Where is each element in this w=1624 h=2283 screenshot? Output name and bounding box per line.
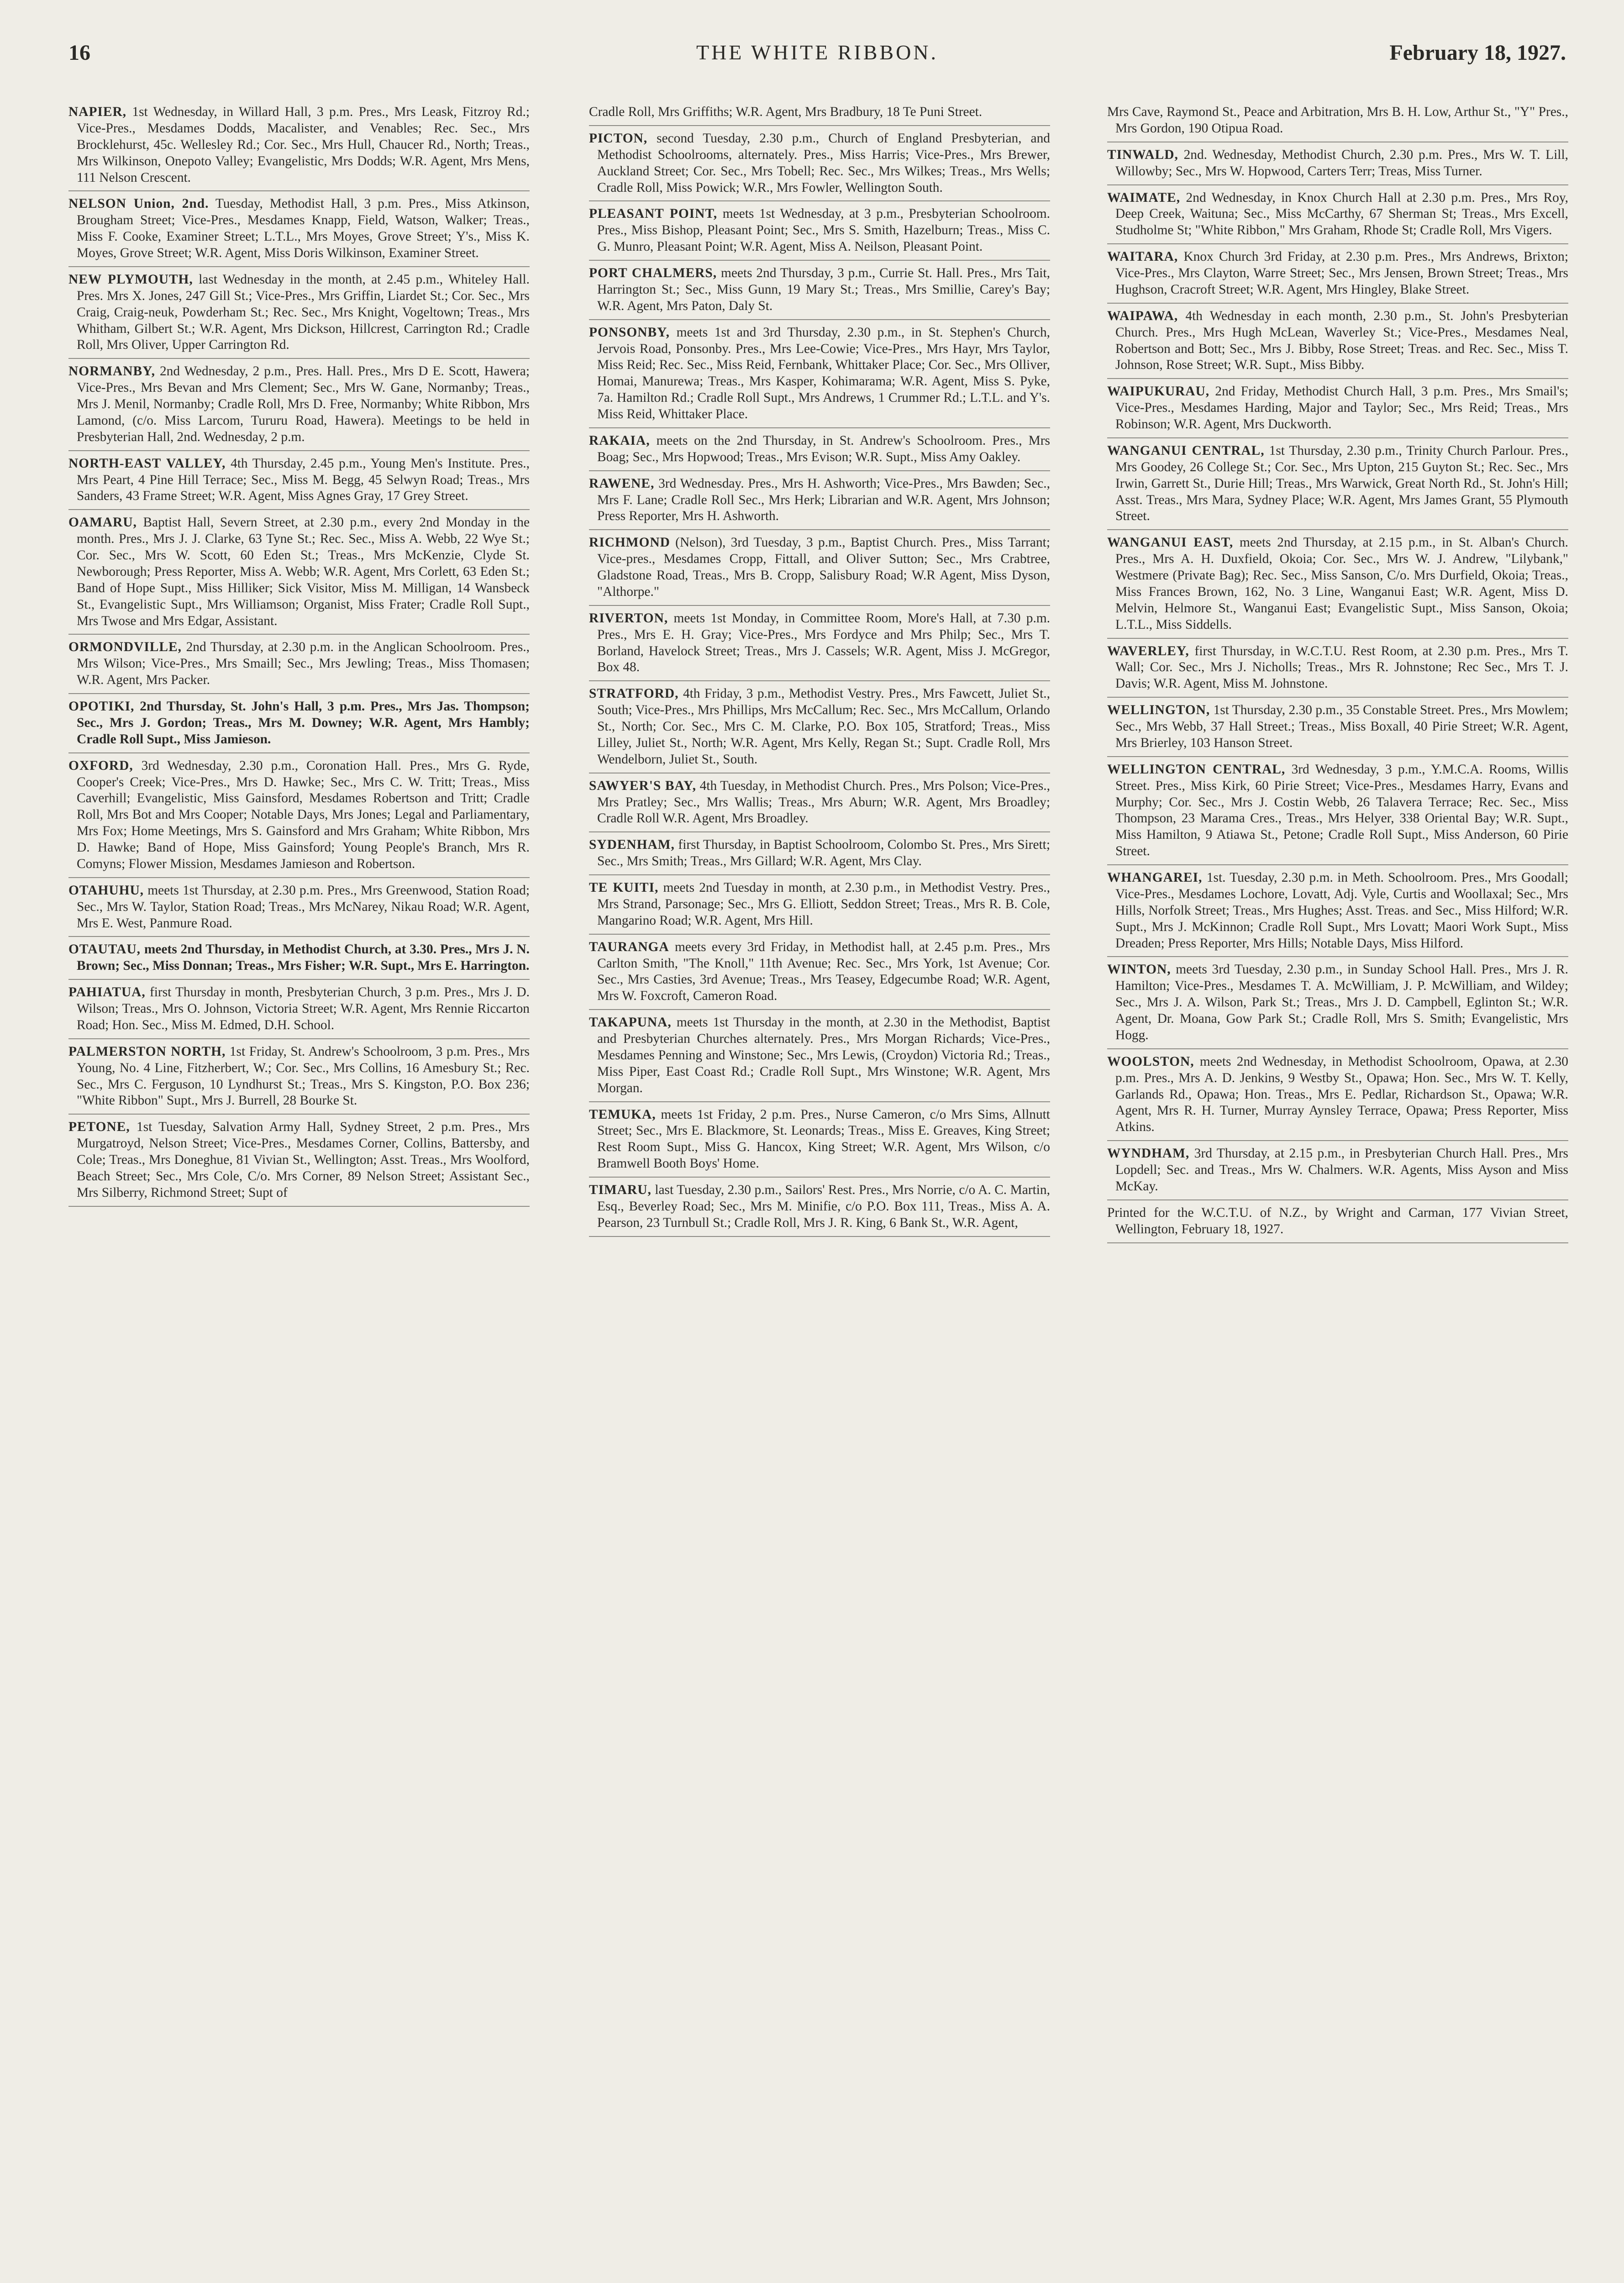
- branch-listing: [68, 272, 530, 359]
- branch-details: Cradle Roll, Mrs Griffiths; W.R. Agent, Mrs Bradbury, 18 Te Puni Street.: [589, 105, 983, 119]
- branch-details: meets 2nd Thursday, at 2.15 p.m., in St. Alban's Church. Pres., Mrs A. H. Duxfield, Okoia; Cor. Sec., Mrs W. J. Andrew, "Lilybank," Westmere (Private Bag); Rec. Sec., Miss Sanson, C/o. Mrs Durfield, Okoia; Treas., Miss Frances Brown, 162, No. 3 Line, Wanganui East; W.R. Agent, Miss D. Melvin, Helmore St., Wanganui East; Evangelistic Supt., Miss Sanson, Okoia; L.T.L., Miss Siddells.: [1115, 535, 1568, 632]
- branch-listing: [589, 880, 1050, 935]
- branch-name: TEMUKA,: [589, 1107, 656, 1122]
- branch-name: WELLINGTON,: [1107, 703, 1210, 718]
- branch-listing: [589, 265, 1050, 320]
- branch-details: 2nd Wednesday, in Knox Church Hall at 2.30 p.m. Pres., Mrs Roy, Deep Creek, Waituna; Sec., Miss McCarthy, 67 Sherman St; Treas., Mrs Excell, Studholme St; "White Ribbon," Mrs Graham, Rhode St; Cradle Roll, Mrs Vigers.: [1115, 190, 1568, 238]
- branch-listing: [589, 131, 1050, 202]
- branch-name: WANGANUI CENTRAL,: [1107, 443, 1265, 458]
- branch-details: 1st Wednesday, in Willard Hall, 3 p.m. Pres., Mrs Leask, Fitzroy Rd.; Vice-Pres., Mesdames Dodds, Macalister, and Venables; Rec. Sec., Mrs Brocklehurst, 45c. Wellesley Rd.; Cor. Sec., Mrs Hull, Chaucer Rd., North; Treas., Mrs Wilkinson, Onepoto Valley; Evangelistic, Mrs Dodds; W.R. Agent, Mrs Mens, 111 Nelson Crescent.: [77, 105, 530, 185]
- branch-name: PAHIATUA,: [68, 985, 146, 1000]
- branch-name: NEW PLYMOUTH,: [68, 272, 193, 287]
- branch-name: TE KUITI,: [589, 880, 659, 895]
- branch-listing: [589, 778, 1050, 833]
- branch-listing: [589, 610, 1050, 682]
- branch-name: PETONE,: [68, 1120, 130, 1135]
- branch-listing: [1107, 535, 1568, 638]
- branch-details: last Wednesday in the month, at 2.45 p.m., Whiteley Hall. Pres. Mrs X. Jones, 247 Gill St.; Vice-Pres., Mrs Griffin, Liardet St.; Cor. Sec., Mrs Craig, Craig-neuk, Powderham St.; Rec. Sec., Mrs Knight, Vogeltown; Treas., Mrs Whitham, Gilbert St.; W.R. Agent, Mrs Dickson, Hillcrest, Carrington Rd.; Cradle Roll, Mrs Oliver, Upper Carrington Rd.: [77, 272, 530, 352]
- branch-details: meets 2nd Wednesday, in Methodist Schoolroom, Opawa, at 2.30 p.m. Pres., Mrs A. D. Jenkins, 9 Westby St., Opawa; Hon. Sec., Mrs W. T. Kelly, Garlands Rd., Opawa; Hon. Treas., Mrs E. Pedlar, Richardson St., Opawa; W.R. Agent, Mrs R. H. Turner, Murray Aynsley Terrace, Opawa; Press Reporter, Miss Atkins.: [1115, 1054, 1568, 1135]
- branch-listing: [1107, 870, 1568, 957]
- branch-details: meets 1st Thursday in the month, at 2.30 in the Methodist, Baptist and Presbyterian Churches alternately. Pres., Mrs Morgan Richards; Vice-Pres., Mesdames Penning and Winstone; Sec., Mrs Lewis, (Croydon) Victoria Rd.; Treas., Miss Piper, East Coast Rd.; Cradle Roll Supt., Mrs Winstone; W.R. Agent, Mrs Morgan.: [597, 1015, 1050, 1095]
- branch-name: WAIPUKURAU,: [1107, 384, 1210, 399]
- branch-listing: [68, 984, 530, 1039]
- branch-name: TAKAPUNA,: [589, 1015, 672, 1030]
- branch-name: OXFORD,: [68, 758, 133, 773]
- branch-name: STRATFORD,: [589, 686, 679, 701]
- branch-details: 3rd Thursday, at 2.15 p.m., in Presbyterian Church Hall. Pres., Mrs Lopdell; Sec. and Treas., Mrs W. Chalmers. W.R. Agents, Miss Ayson and Miss McKay.: [1115, 1146, 1568, 1194]
- branch-listing: [1107, 147, 1568, 185]
- branch-listing: [68, 515, 530, 635]
- branch-listing: [1107, 443, 1568, 530]
- branch-details: meets on the 2nd Thursday, in St. Andrew's Schoolroom. Pres., Mrs Boag; Sec., Mrs Hopwood; Treas., Mrs Evison; W.R. Supt., Miss Amy Oakley.: [597, 433, 1050, 464]
- branch-listing: [1107, 1146, 1568, 1200]
- branch-name: NORMANBY,: [68, 364, 155, 379]
- branch-listing: [1107, 249, 1568, 304]
- branch-listing: [589, 104, 1050, 126]
- branch-listing: [589, 837, 1050, 875]
- branch-listing: [68, 699, 530, 753]
- branch-details: 3rd Wednesday, 2.30 p.m., Coronation Hall. Pres., Mrs G. Ryde, Cooper's Creek; Vice-Pres., Mrs D. Hawke; Sec., Mrs C. W. Tritt; Treas., Miss Caverhill; Evangelistic, Miss Gainsford, Mesdames Robertson and Tritt; Cradle Roll, Mrs Bot and Mrs Cooper; Notable Days, Mrs Jones; Legal and Parliamentary, Mrs Fox; Home Meetings, Mrs S. Gainsford and Mrs Graham; White Ribbon, Mrs D. Hawke; Band of Hope, Miss Gainsford; Young People's Branch, Mrs R. Comyns; Flower Mission, Mesdames Jamieson and Robertson.: [77, 758, 530, 871]
- branch-details: Printed for the W.C.T.U. of N.Z., by Wright and Carman, 177 Vivian Street, Wellington, February 18, 1927.: [1107, 1205, 1568, 1236]
- branch-name: PLEASANT POINT,: [589, 206, 718, 221]
- issue-date: February 18, 1927.: [1389, 41, 1566, 65]
- branch-name: RAKAIA,: [589, 433, 650, 448]
- branch-name: TAURANGA: [589, 939, 669, 954]
- branch-details: 2nd Friday, Methodist Church Hall, 3 p.m. Pres., Mrs Smail's; Vice-Pres., Mesdames Harding, Major and Taylor; Sec., Mrs Reid; Treas., Mrs Robinson; W.R. Agent, Mrs Duckworth.: [1115, 384, 1568, 431]
- branch-listing: [68, 1044, 530, 1115]
- branch-listing: [1107, 762, 1568, 865]
- branch-details: meets 1st Monday, in Committee Room, More's Hall, at 7.30 p.m. Pres., Mrs E. H. Gray; Vice-Pres., Mrs Fordyce and Mrs Philp; Sec., Mrs T. Borland, Havelock Street; Treas., Mrs J. Cassels; W.R. Agent, Miss J. McGregor, Box 48.: [597, 610, 1050, 675]
- branch-details: meets 1st Thursday, at 2.30 p.m. Pres., Mrs Greenwood, Station Road; Sec., Mrs W. Taylor, Station Road; Treas., Mrs McNarey, Nikau Road; W.R. Agent, Mrs E. West, Panmure Road.: [77, 883, 530, 931]
- branch-name: NELSON Union, 2nd.: [68, 196, 209, 211]
- branch-details: meets 2nd Thursday, in Methodist Church, at 3.30. Pres., Mrs J. N. Brown; Sec., Miss Donnan; Treas., Mrs Fisher; W.R. Supt., Mrs E. Harrington.: [77, 942, 530, 973]
- branch-listing: [589, 535, 1050, 606]
- branch-name: SAWYER'S BAY,: [589, 778, 696, 793]
- branch-name: RIVERTON,: [589, 610, 668, 626]
- branch-listing: [68, 758, 530, 878]
- branch-details: meets 3rd Tuesday, 2.30 p.m., in Sunday School Hall. Pres., Mrs J. R. Hamilton; Vice-Pres., Mesdames T. A. McWilliam, J. P. McWilliam, and Wildey; Sec., Mrs J. A. Wilson, Park St.; Treas., Mrs J. D. Campbell, Eglinton St.; W.R. Agent, Dr. Moana, Gow Park St.; Cradle Roll, Mrs S. Smith; Evangelistic, Mrs Hogg.: [1115, 962, 1568, 1042]
- branch-details: first Thursday, in Baptist Schoolroom, Colombo St. Pres., Mrs Sirett; Sec., Mrs Smith; Treas., Mrs Gillard; W.R. Agent, Mrs Clay.: [597, 837, 1050, 869]
- branch-listing: [589, 1107, 1050, 1178]
- branch-name: WAVERLEY,: [1107, 643, 1189, 658]
- branch-details: 2nd Thursday, St. John's Hall, 3 p.m. Pres., Mrs Jas. Thompson; Sec., Mrs J. Gordon; Treas., Mrs M. Downey; W.R. Agent, Mrs Hambly; Cradle Roll Supt., Miss Jamieson.: [77, 699, 530, 747]
- branch-listing: [1107, 1205, 1568, 1243]
- branch-name: TINWALD,: [1107, 147, 1178, 162]
- branch-name: PALMERSTON NORTH,: [68, 1044, 226, 1059]
- branch-listing: [1107, 1054, 1568, 1141]
- branch-listing: [589, 1182, 1050, 1237]
- branch-listing: [589, 1015, 1050, 1102]
- branch-name: WAIMATE,: [1107, 190, 1181, 205]
- branch-listing: [1107, 702, 1568, 757]
- branch-details: 4th Friday, 3 p.m., Methodist Vestry. Pres., Mrs Fawcett, Juliet St., South; Vice-Pres., Mrs Phillips, Mrs McCallum; Rec. Sec., Mrs McCallum, Orlando St., North; Cor. Sec., Mrs C. M. Clarke, P.O. Box 105, Stratford; Treas., Miss Lilley, Juliet St., North; W.R. Agent, Mrs Kelly, Regan St.; Supt. Cradle Roll, Mrs Wendelborn, Juliet St., South.: [597, 686, 1050, 767]
- column-1: [68, 104, 530, 2283]
- branch-name: WAIPAWA,: [1107, 308, 1178, 323]
- branch-name: OTAUTAU,: [68, 942, 141, 957]
- branch-details: (Nelson), 3rd Tuesday, 3 p.m., Baptist Church. Pres., Miss Tarrant; Vice-pres., Mesdames Cropp, Fittall, and Oliver Sutton; Sec., Mrs Crabtree, Gladstone Road, Treas., Mrs B. Cropp, Salisbury Road; W.R Agent, Miss Dyson, "Althorpe.": [597, 535, 1050, 599]
- branch-details: first Thursday, in W.C.T.U. Rest Room, at 2.30 p.m. Pres., Mrs T. Wall; Cor. Sec., Mrs J. Nicholls; Treas., Mrs R. Johnstone; Rec Sec., Mrs T. J. Davis; W.R. Agent, Miss M. Johnstone.: [1115, 643, 1568, 691]
- branch-name: WANGANUI EAST,: [1107, 535, 1234, 550]
- branch-listing: [68, 942, 530, 980]
- branch-name: NAPIER,: [68, 105, 127, 119]
- branch-details: meets 2nd Tuesday in month, at 2.30 p.m., in Methodist Vestry. Pres., Mrs Strand, Parsonage; Sec., Mrs G. Elliott, Seddon Street; Treas., Mrs R. B. Cole, Mangarino Road; W.R. Agent, Mrs Hill.: [597, 880, 1050, 928]
- branch-details: Baptist Hall, Severn Street, at 2.30 p.m., every 2nd Monday in the month. Pres., Mrs J. J. Clarke, 63 Tyne St.; Rec. Sec., Miss A. Webb, 22 Wye St.; Cor. Sec., Mrs W. Scott, 60 Eden St.; Treas., Mrs McKenzie, Clyde St. Newborough; Press Reporter, Miss A. Webb; W.R. Agent, Mrs Corlett, 63 Eden St.; Band of Hope Supt., Miss Hilliker; Sick Visitor, Miss M. Milligan, 14 Wansbeck St., Evangelistic Supt., Mrs Williamson; Organist, Miss Frater; Cradle Roll Supt., Mrs Twose and Mrs Edgar, Assistant.: [77, 515, 530, 628]
- branch-name: PONSONBY,: [589, 325, 670, 340]
- branch-details: first Thursday in month, Presbyterian Church, 3 p.m. Pres., Mrs J. D. Wilson; Treas., Mrs O. Johnson, Victoria Street; W.R. Agent, Mrs Rennie Riccarton Road; Hon. Sec., Miss M. Edmed, D.H. School.: [77, 985, 530, 1032]
- branch-listing: [1107, 308, 1568, 379]
- branch-listing: [1107, 384, 1568, 438]
- branch-name: OTAHUHU,: [68, 883, 144, 898]
- branch-listing: [68, 196, 530, 267]
- branch-listing: [1107, 643, 1568, 698]
- branch-name: RAWENE,: [589, 476, 655, 491]
- column-3: [1107, 104, 1568, 2283]
- branch-details: meets every 3rd Friday, in Methodist hall, at 2.45 p.m. Pres., Mrs Carlton Smith, "The Knoll," 11th Avenue; Rec. Sec., Mrs York, 1st Avenue; Cor. Sec., Mrs Casties, 3rd Avenue; Treas., Mrs Teasey, Edgecumbe Road; W.R. Agent, Mrs W. Foxcroft, Cameron Road.: [597, 939, 1050, 1004]
- branch-details: last Tuesday, 2.30 p.m., Sailors' Rest. Pres., Mrs Norrie, c/o A. C. Martin, Esq., Beverley Road; Sec., Mrs M. Minifie, c/o P.O. Box 111, Treas., Miss A. A. Pearson, 23 Turnbull St.; Cradle Roll, Mrs J. R. King, 6 Bank St., W.R. Agent,: [597, 1183, 1050, 1230]
- branch-name: WYNDHAM,: [1107, 1146, 1190, 1161]
- page-header: [68, 40, 1566, 77]
- newspaper-title: THE WHITE RIBBON.: [696, 41, 939, 64]
- branch-details: meets 2nd Thursday, 3 p.m., Currie St. Hall. Pres., Mrs Tait, Harrington St.; Sec., Miss Gunn, 19 Mary St.; Treas., Mrs Smillie, Carey's Bay; W.R. Agent, Mrs Paton, Daly St.: [597, 266, 1050, 313]
- branch-name: WOOLSTON,: [1107, 1054, 1194, 1069]
- branch-listing: [589, 939, 1050, 1010]
- branch-listing: [1107, 104, 1568, 142]
- branch-listing: [1107, 962, 1568, 1049]
- branch-details: 1st Tuesday, Salvation Army Hall, Sydney Street, 2 p.m. Pres., Mrs Murgatroyd, Nelson Street; Vice-Pres., Mesdames Corner, Collins, Battersby, and Cole; Treas., Mrs Doneghue, 81 Vivian St., Wellington; Asst. Treas., Mrs Woolford, Beach Street; Sec., Mrs Cole, C/o. Mrs Corner, 89 Nelson Street; Assistant Sec., Mrs Silberry, Richmond Street; Supt of: [77, 1120, 530, 1200]
- branch-details: Knox Church 3rd Friday, at 2.30 p.m. Pres., Mrs Andrews, Brixton; Vice-Pres., Mrs Clayton, Warre Street; Sec., Mrs Jensen, Brown Street; Treas., Mrs Hughson, Cracroft Street; W.R. Agent, Mrs Hingley, Blake Street.: [1115, 249, 1568, 297]
- branch-details: 4th Thursday, 2.45 p.m., Young Men's Institute. Pres., Mrs Peart, 4 Pine Hill Terrace; Sec., Miss M. Begg, 45 Selwyn Road; Treas., Mrs Sanders, 43 Frame Street; W.R. Agent, Miss Agnes Gray, 17 Grey Street.: [77, 456, 530, 504]
- branch-listing: [589, 686, 1050, 773]
- branch-name: NORTH-EAST VALLEY,: [68, 456, 226, 471]
- branch-name: OPOTIKI,: [68, 699, 135, 714]
- branch-details: second Tuesday, 2.30 p.m., Church of England Presbyterian, and Methodist Schoolrooms, alternately. Pres., Miss Harris; Vice-Pres., Mrs Brewer, Auckland Street; Cor. Sec., Mrs Tobell; Rec. Sec., Mrs Wilkes; Treas., Mrs Wells; Cradle Roll, Miss Powick; W.R., Mrs Fowler, Wellington South.: [597, 131, 1050, 195]
- branch-name: PORT CHALMERS,: [589, 266, 717, 280]
- branch-details: Mrs Cave, Raymond St., Peace and Arbitration, Mrs B. H. Low, Arthur St., "Y" Pres., Mrs Gordon, 190 Otipua Road.: [1107, 105, 1568, 136]
- branch-details: 2nd Wednesday, 2 p.m., Pres. Hall. Pres., Mrs D E. Scott, Hawera; Vice-Pres., Mrs Bevan and Mrs Clement; Sec., Mrs W. Gane, Normanby; Treas., Mrs J. Menil, Normanby; Cradle Roll, Mrs D. Free, Normanby; White Ribbon, Mrs Lamond, (c/o. Miss Larcom, Tururu Road, Hawera). Meetings to be held in Presbyterian Hall, 2nd. Wednesday, 2 p.m.: [77, 364, 530, 444]
- branch-name: PICTON,: [589, 131, 648, 146]
- branch-name: WAITARA,: [1107, 249, 1178, 264]
- branch-details: 1st. Tuesday, 2.30 p.m. in Meth. Schoolroom. Pres., Mrs Goodall; Vice-Pres., Mesdames Lochore, Lovatt, Adj. Vyle, Curtis and Woollaxal; Sec., Mrs Hills, Norfolk Street; Treas., Mrs Hughes; Asst. Treas. and Sec., Miss Hilford; W.R. Supt., Mrs J. McKinnon; Cradle Roll Supt., Mrs Lovatt; Maori Work Supt., Miss Dreaden; Press Reporter, Mrs Hills; Notable Days, Miss Hilford.: [1115, 870, 1568, 951]
- branch-listing: [589, 433, 1050, 471]
- branch-listing: [68, 363, 530, 451]
- column-2: [589, 104, 1050, 2283]
- branch-details: 2nd Thursday, at 2.30 p.m. in the Anglican Schoolroom. Pres., Mrs Wilson; Vice-Pres., Mrs Smaill; Sec., Mrs Jewling; Treas., Miss Thomasen; W.R. Agent, Mrs Packer.: [77, 640, 530, 688]
- branch-listing: [589, 206, 1050, 261]
- branch-listing: [68, 1119, 530, 1206]
- branch-details: meets 1st Friday, 2 p.m. Pres., Nurse Cameron, c/o Mrs Sims, Allnutt Street; Sec., Mrs E. Blackmore, St. Leonards; Treas., Miss E. Greaves, King Street; Rest Room Supt., Miss G. Hancox, King Street; W.R. Agent, Mrs Wilson, c/o Bramwell Booth Boys' Home.: [597, 1107, 1050, 1171]
- branch-name: WELLINGTON CENTRAL,: [1107, 762, 1286, 777]
- branch-listing: [589, 325, 1050, 428]
- branch-details: 4th Wednesday in each month, 2.30 p.m., St. John's Presbyterian Church. Pres., Mrs Hugh McLean, Waverley St.; Vice-Pres., Mesdames Neal, Robertson and Bott; Sec., Mrs J. Bibby, Rose Street; Treas. and Rec. Sec., Miss T. Johnson, Rose Street; W.R. Supt., Miss Bibby.: [1115, 308, 1568, 373]
- branch-name: ORMONDVILLE,: [68, 640, 182, 655]
- branch-listing: [589, 476, 1050, 531]
- branch-listing: [1107, 190, 1568, 245]
- branch-details: 1st Friday, St. Andrew's Schoolroom, 3 p.m. Pres., Mrs Young, No. 4 Line, Fitzherbert, W.; Cor. Sec., Mrs Collins, 16 Amesbury St.; Rec. Sec., Mrs C. Ferguson, 10 Lyndhurst St.; Treas., Mrs S. Kingston, P.O. Box 236; "White Ribbon" Supt., Mrs J. Burrell, 28 Bourke St.: [77, 1044, 530, 1108]
- branch-name: WINTON,: [1107, 962, 1171, 977]
- branch-details: 1st Thursday, 2.30 p.m., Trinity Church Parlour. Pres., Mrs Goodey, 26 College St.; Cor. Sec., Mrs Upton, 215 Guyton St.; Rec. Sec., Mrs Irwin, Garrett St., Durie Hill; Treas., Mrs Warwick, Great North Rd., St. John's Hill; Asst. Treas., Mrs Mara, Sydney Place; W.R. Agent, Mrs James Grant, 55 Plymouth Street.: [1115, 443, 1568, 524]
- branch-details: Tuesday, Methodist Hall, 3 p.m. Pres., Miss Atkinson, Brougham Street; Vice-Pres., Mesdames Knapp, Field, Watson, Walker; Treas., Miss F. Cooke, Examiner Street; L.T.L., Mrs Moyes, Grove Street; Y's., Miss K. Moyes, Grove Street; W.R. Agent, Miss Doris Wilkinson, Examiner Street.: [77, 196, 530, 260]
- branch-details: 2nd. Wednesday, Methodist Church, 2.30 p.m. Pres., Mrs W. T. Lill, Willowby; Sec., Mrs W. Hopwood, Carters Terr; Treas, Miss Turner.: [1115, 147, 1568, 179]
- branch-listing: [68, 639, 530, 694]
- branch-name: SYDENHAM,: [589, 837, 675, 852]
- branch-details: 4th Tuesday, in Methodist Church. Pres., Mrs Polson; Vice-Pres., Mrs Pratley; Sec., Mrs Wallis; Treas., Mrs Aburn; W.R. Agent, Mrs Broadley; Cradle Roll W.R. Agent, Mrs Broadley.: [597, 778, 1050, 826]
- branch-details: 3rd Wednesday, 3 p.m., Y.M.C.A. Rooms, Willis Street. Pres., Miss Kirk, 60 Pirie Street; Vice-Pres., Mesdames Harry, Evans and Murphy; Cor. Sec., Mrs J. Costin Webb, 26 Talavera Terrace; Rec. Sec., Miss Thompson, 23 Marama Cres., Treas., Mrs Helyer, 338 Oriental Bay; W.R. Supt., Miss Hamilton, 9 Atiawa St., Petone; Cradle Roll Supt., Miss Anderson, 60 Pirie Street.: [1115, 762, 1568, 859]
- page-number: 16: [68, 41, 90, 65]
- branch-details: 3rd Wednesday. Pres., Mrs H. Ashworth; Vice-Pres., Mrs Bawden; Sec., Mrs F. Lane; Cradle Roll Sec., Mrs Herk; Librarian and W.R. Agent, Mrs Johnson; Press Reporter, Mrs H. Ashworth.: [597, 476, 1050, 524]
- branch-listing: [68, 456, 530, 510]
- branch-listing: [68, 104, 530, 191]
- branch-details: meets 1st Wednesday, at 3 p.m., Presbyterian Schoolroom. Pres., Miss Bishop, Pleasant Point; Sec., Mrs S. Smith, Hazelburn; Treas., Miss C. G. Munro, Pleasant Point; W.R. Agent, Miss A. Neilson, Pleasant Point.: [597, 206, 1050, 254]
- branch-name: OAMARU,: [68, 515, 137, 530]
- branch-name: RICHMOND: [589, 535, 670, 550]
- branch-name: TIMARU,: [589, 1183, 652, 1197]
- branch-listing: [68, 883, 530, 937]
- branch-name: WHANGAREI,: [1107, 870, 1203, 885]
- branch-details: meets 1st and 3rd Thursday, 2.30 p.m., in St. Stephen's Church, Jervois Road, Ponsonby. Pres., Mrs Lee-Cowie; Vice-Pres., Mrs Hayr, Mrs Taylor, Miss Reid; Rec. Sec., Miss Reid, Fernbank, Whittaker Place; Cor. Sec., Mrs Olliver, Homai, Manurewa; Treas., Mrs Kasper, Kohimarama; W.R. Agent, Miss S. Pyke, 7a. Hamilton Rd.; Cradle Roll Supt., Mrs Andrews, 1 Crummer Rd.; L.T.L. and Y's. Miss Reid, Whittaker Place.: [597, 325, 1050, 421]
- branch-details: 1st Thursday, 2.30 p.m., 35 Constable Street. Pres., Mrs Mowlem; Sec., Mrs Webb, 37 Hall Street.; Treas., Miss Boxall, 40 Pirie Street; W.R. Agent, Mrs Brierley, 103 Hanson Street.: [1115, 703, 1568, 750]
